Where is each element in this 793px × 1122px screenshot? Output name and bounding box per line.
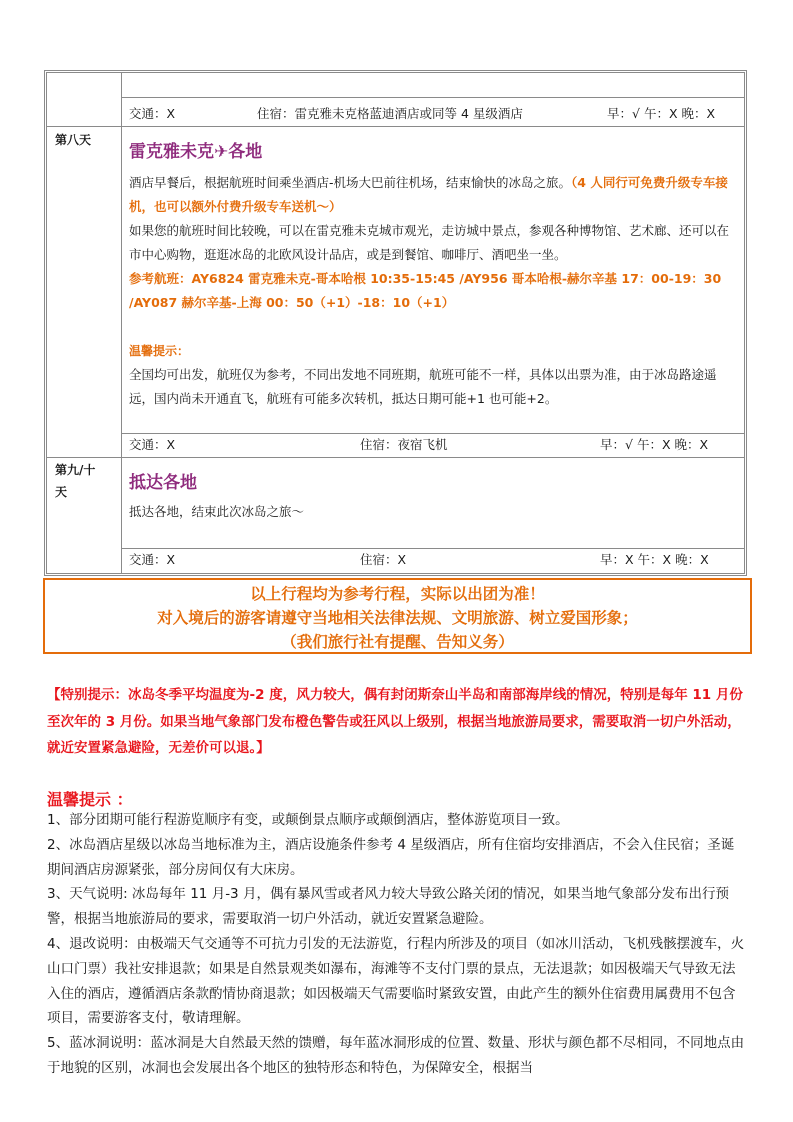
tip-item: 1、部分团期可能行程游览顺序有变，或颠倒景点顺序或颠倒酒店，整体游览项目一致。 [47, 812, 569, 828]
table-divider [121, 97, 744, 98]
table-divider [47, 126, 744, 127]
meals-info: 早：X 午：X 晚：X [600, 552, 709, 567]
day-description: 抵达各地，结束此次冰岛之旅～ [129, 504, 305, 519]
transport-info: 交通：X [129, 437, 176, 452]
hotel-info: 住宿：雷克雅未克格蓝迪酒店或同等 4 星级酒店 [257, 106, 523, 121]
table-divider [121, 548, 744, 549]
table-column-divider [121, 73, 122, 573]
day-title: 抵达各地 [129, 473, 197, 493]
reference-flight: 参考航班：AY6824 雷克雅未克-哥本哈根 10:35-15:45 /AY956 哥本哈根-赫尔辛基 17：00-19：30 /AY087 赫尔辛基-上海 00：50（+1）-18：10（+1） [129, 271, 722, 310]
tip-item: 5、蓝冰洞说明：蓝冰洞是大自然最天然的馈赠，每年蓝冰洞形成的位置、数量、形状与颜色都不尽相同，不同地点由于地貌的区别，冰洞也会发展出各个地区的独特形态和特色，为保障安全，根据当 [47, 1035, 745, 1076]
table-divider [121, 433, 744, 434]
notice-line: （我们旅行社有提醒、告知义务） [281, 633, 514, 651]
day-title: 雷克雅未克✈各地 [129, 142, 263, 162]
itinerary-table [44, 70, 747, 576]
tips-heading: 温馨提示 ： [47, 790, 133, 809]
upgrade-highlight: （4 人同行可免费升级专车接机，也可以额外付费升级专车送机～） [129, 175, 728, 214]
description-text: 酒店早餐后，根据航班时间乘坐酒店-机场大巴前往机场，结束愉快的冰岛之旅。 [129, 175, 572, 190]
hotel-info: 住宿：X [360, 552, 407, 567]
table-divider [47, 457, 744, 458]
transport-info: 交通：X [129, 106, 176, 121]
tip-label: 温馨提示： [129, 344, 190, 358]
description-text: 如果您的航班时间比较晚，可以在雷克雅未克城市观光，走访城中景点，参观各种博物馆、艺术廊、还可以在市中心购物，逛逛冰岛的北欧风设计品店，或是到餐馆、咖啡厅、酒吧坐一坐。 [129, 223, 730, 262]
hotel-info: 住宿：夜宿飞机 [360, 437, 448, 452]
day-label: 第八天 [55, 133, 92, 147]
day-description [129, 171, 741, 411]
meals-info: 早：√ 午：X 晚：X [600, 437, 709, 452]
tip-item: 3、天气说明: 冰岛每年 11 月-3 月，偶有暴风雪或者风力较大导致公路关闭的情况，如果当地气象部分发布出行预警，根据当地旅游局的要求，需要取消一切户外活动，就近安置紧急避险。 [47, 886, 729, 928]
notice-line: 对入境后的游客请遵守当地相关法律法规、文明旅游、树立爱国形象； [157, 609, 638, 627]
special-warning: 【特别提示：冰岛冬季平均温度为-2 度，风力较大，偶有封闭斯奈山半岛和南部海岸线的情况，特别是每年 11 月份至次年的 3 月份。如果当地气象部门发布橙色警告或狂风以上级别，根据当地旅游局要求，需要取消一切户外活动，就近安置紧急避险，无差价可以退。】 [47, 687, 743, 756]
tips-list [47, 808, 747, 1081]
meals-info: 早：√ 午：X 晚：X [607, 106, 716, 121]
tip-item: 4、退改说明：由极端天气交通等不可抗力引发的无法游览，行程内所涉及的项目（如冰川活动，飞机残骸摆渡车，火山口门票）我社安排退款；如果是自然景观类如瀑布，海滩等不支付门票的景点，无法退款；如因极端天气导致无法入住的酒店，遵循酒店条款酌情协商退款；如因极端天气需要临时紧致安置，由此产生的额外住宿费用属费用不包含项目，需要游客支付，敬请理解。 [47, 935, 745, 1027]
notice-line: 以上行程均为参考行程，实际以出团为准！ [250, 585, 545, 603]
tip-item: 2、冰岛酒店星级以冰岛当地标准为主，酒店设施条件参考 4 星级酒店，所有住宿均安排酒店，不会入住民宿；圣诞期间酒店房源紧张，部分房间仅有大床房。 [47, 836, 735, 878]
transport-info: 交通：X [129, 552, 176, 567]
day-label: 第九/十天 [55, 463, 96, 499]
notice-box [43, 578, 752, 654]
tip-text: 全国均可出发，航班仅为参考，不同出发地不同班期，航班可能不一样，具体以出票为准，由于冰岛路途遥远，国内尚未开通直飞，航班有可能多次转机，抵达日期可能+1 也可能+2。 [129, 367, 717, 406]
